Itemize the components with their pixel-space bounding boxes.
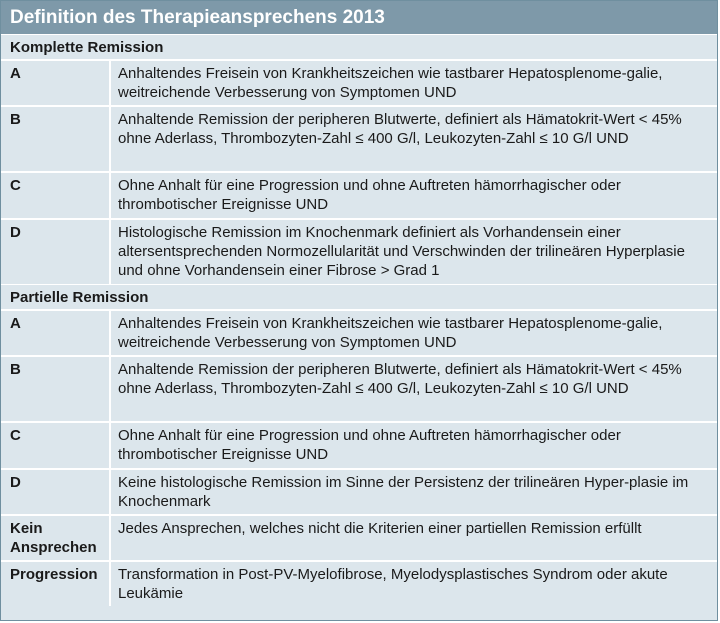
row-text: Transformation in Post-PV-Myelofibrose, Myelodysplastisches Syndrom oder akute Leukämie <box>118 566 668 602</box>
row-text: Anhaltendes Freisein von Krankheitszeichen wie tastbarer Hepatosplenome-galie, weitreichende Verbesserung von Symptomen UND <box>118 315 663 351</box>
row-text: Ohne Anhalt für eine Progression und ohne Auftreten hämorrhagischer oder thrombotischer Ereignisse UND <box>118 177 621 213</box>
row-text: Anhaltendes Freisein von Krankheitszeichen wie tastbarer Hepatosplenome-galie, weitreichende Verbesserung von Symptomen UND <box>118 65 663 101</box>
section-header-partielle-remission: Partielle Remission <box>1 284 717 309</box>
table-row <box>1 105 717 171</box>
table-row <box>1 355 717 421</box>
row-key: D <box>1 220 111 284</box>
row-text: Ohne Anhalt für eine Progression und ohne Auftreten hämorrhagischer oder thrombotischer Ereignisse UND <box>118 427 621 463</box>
table-row <box>1 309 717 355</box>
row-key: D <box>1 470 111 514</box>
row-text: Anhaltende Remission der peripheren Blutwerte, definiert als Hämatokrit-Wert < 45% ohne Aderlass, Thrombozyten-Zahl ≤ 400 G/l, Leukozyten-Zahl ≤ 10 G/l UND <box>118 111 682 147</box>
table-row <box>1 171 717 218</box>
row-text: Keine histologische Remission im Sinne der Persistenz der trilineären Hyper-plasie im Knochenmark <box>118 474 689 510</box>
table-row <box>1 421 717 468</box>
table-row-kein-ansprechen <box>1 514 717 560</box>
row-text: Anhaltende Remission der peripheren Blutwerte, definiert als Hämatokrit-Wert < 45% ohne Aderlass, Thrombozyten-Zahl ≤ 400 G/l, Leukozyten-Zahl ≤ 10 G/l UND <box>118 361 682 397</box>
table-row-progression <box>1 560 717 606</box>
table-row <box>1 218 717 284</box>
row-key: C <box>1 173 111 218</box>
row-text: Histologische Remission im Knochenmark definiert als Vorhandensein einer altersentsprechenden Normozellularität und Verschwinden der trilineären Hyperplasie und ohne Vorhandensein einer Fibrose > Grad 1 <box>118 224 685 279</box>
table-row <box>1 59 717 105</box>
section-header-komplette-remission: Komplette Remission <box>1 34 717 59</box>
row-text: Jedes Ansprechen, welches nicht die Kriterien einer partiellen Remission erfüllt <box>118 520 642 537</box>
row-key: B <box>1 357 111 421</box>
row-key: B <box>1 107 111 171</box>
row-key: C <box>1 423 111 468</box>
table-row <box>1 468 717 514</box>
row-key: Kein Ansprechen <box>1 516 111 560</box>
row-key: Progression <box>1 562 111 606</box>
row-key: A <box>1 61 111 105</box>
table-title: Definition des Therapieansprechens 2013 <box>1 1 717 34</box>
row-key: A <box>1 311 111 355</box>
